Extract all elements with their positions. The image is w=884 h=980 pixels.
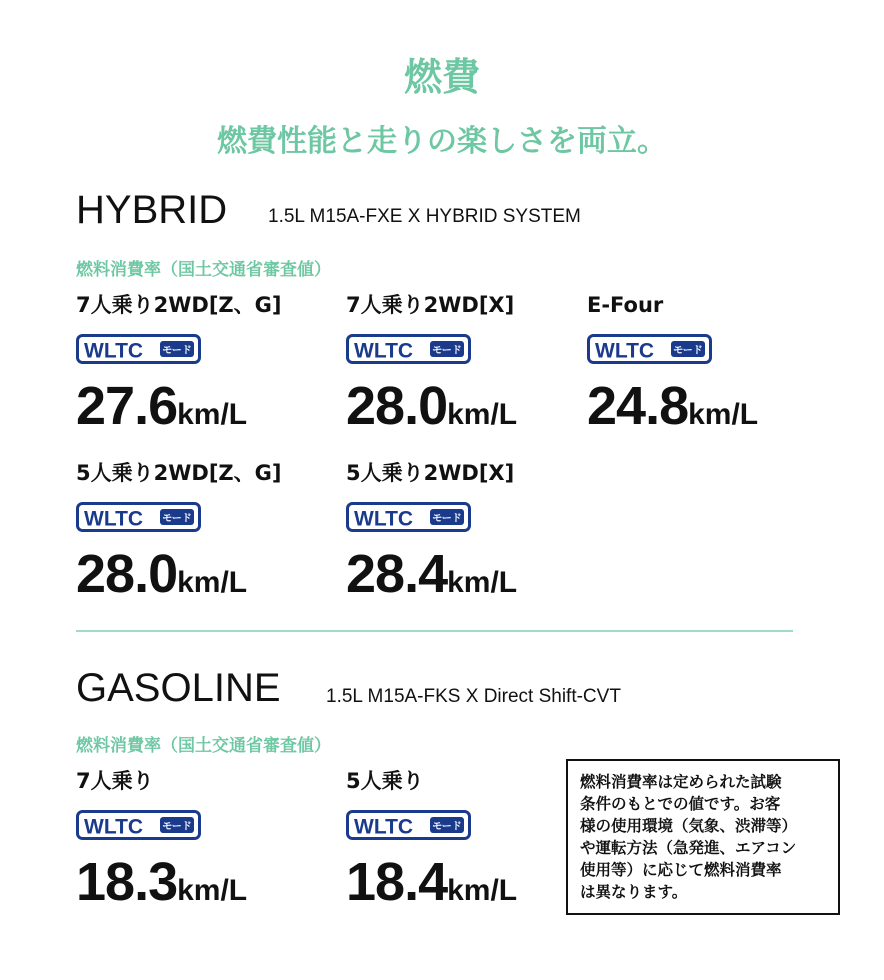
wltc-badge-icon — [76, 334, 201, 364]
gasoline-item-7seat — [76, 768, 316, 925]
wltc-badge-icon — [346, 334, 471, 364]
gasoline-spec: 1.5L M15A-FKS X Direct Shift-CVT — [326, 686, 621, 707]
hybrid-item-5seat-2wd-x — [346, 460, 586, 617]
gasoline-item-5seat — [346, 768, 586, 925]
fuel-number: 28.4 — [346, 544, 448, 604]
page-title: 燃費 — [403, 55, 480, 99]
note-line: 使用等）に応じて燃料消費率 — [580, 861, 782, 879]
fuel-unit: km/L — [688, 398, 759, 431]
wltc-badge-icon — [587, 334, 712, 364]
fuel-value — [346, 376, 586, 449]
fuel-unit: km/L — [447, 398, 518, 431]
note-line: 様の使用環境（気象、渋滞等） — [580, 817, 798, 835]
fuel-disclaimer-note — [566, 759, 840, 915]
wltc-badge-icon — [346, 810, 471, 840]
note-line: や運転方法（急発進、エアコン — [580, 839, 797, 857]
hybrid-item-5seat-2wd-zg — [76, 460, 316, 617]
fuel-value — [76, 544, 316, 617]
fuel-value — [346, 852, 586, 925]
note-line: 条件のもとでの値です。お客 — [580, 795, 781, 813]
item-label: E-Four — [587, 293, 664, 317]
fuel-value — [346, 544, 586, 617]
fuel-value — [76, 852, 316, 925]
hybrid-section-title: HYBRID — [76, 188, 228, 232]
fuel-value — [587, 376, 827, 449]
item-label: 5人乗り2WD[X] — [346, 461, 515, 485]
fuel-number: 28.0 — [346, 376, 448, 436]
fuel-value — [76, 376, 316, 449]
note-line: は異なります。 — [580, 883, 688, 901]
item-label: 7人乗り2WD[Z、G] — [76, 293, 282, 317]
note-line: 燃料消費率は定められた試験 — [580, 773, 782, 791]
fuel-unit: km/L — [177, 874, 248, 907]
fuel-number: 18.3 — [76, 852, 178, 912]
fuel-unit: km/L — [177, 398, 248, 431]
hybrid-spec: 1.5L M15A-FXE X HYBRID SYSTEM — [268, 206, 581, 227]
hybrid-item-7seat-2wd-zg — [76, 292, 316, 449]
item-label: 5人乗り2WD[Z、G] — [76, 461, 282, 485]
page-subtitle: 燃費性能と走りの楽しさを両立。 — [217, 124, 667, 159]
gasoline-fuel-label: 燃料消費率（国土交通省審査値） — [76, 736, 331, 756]
fuel-number: 18.4 — [346, 852, 448, 912]
hybrid-fuel-label: 燃料消費率（国土交通省審査値） — [76, 260, 331, 280]
wltc-badge-icon — [76, 502, 201, 532]
gasoline-section-title: GASOLINE — [76, 666, 281, 710]
hybrid-item-e-four — [587, 292, 827, 449]
wltc-badge-icon — [76, 810, 201, 840]
item-label: 5人乗り — [346, 769, 424, 793]
item-label: 7人乗り2WD[X] — [346, 293, 515, 317]
item-label: 7人乗り — [76, 769, 154, 793]
hybrid-item-7seat-2wd-x — [346, 292, 586, 449]
fuel-unit: km/L — [177, 566, 248, 599]
fuel-unit: km/L — [447, 566, 518, 599]
fuel-unit: km/L — [447, 874, 518, 907]
fuel-number: 24.8 — [587, 376, 689, 436]
wltc-badge-icon — [346, 502, 471, 532]
section-divider — [76, 630, 793, 632]
fuel-number: 28.0 — [76, 544, 178, 604]
fuel-number: 27.6 — [76, 376, 178, 436]
